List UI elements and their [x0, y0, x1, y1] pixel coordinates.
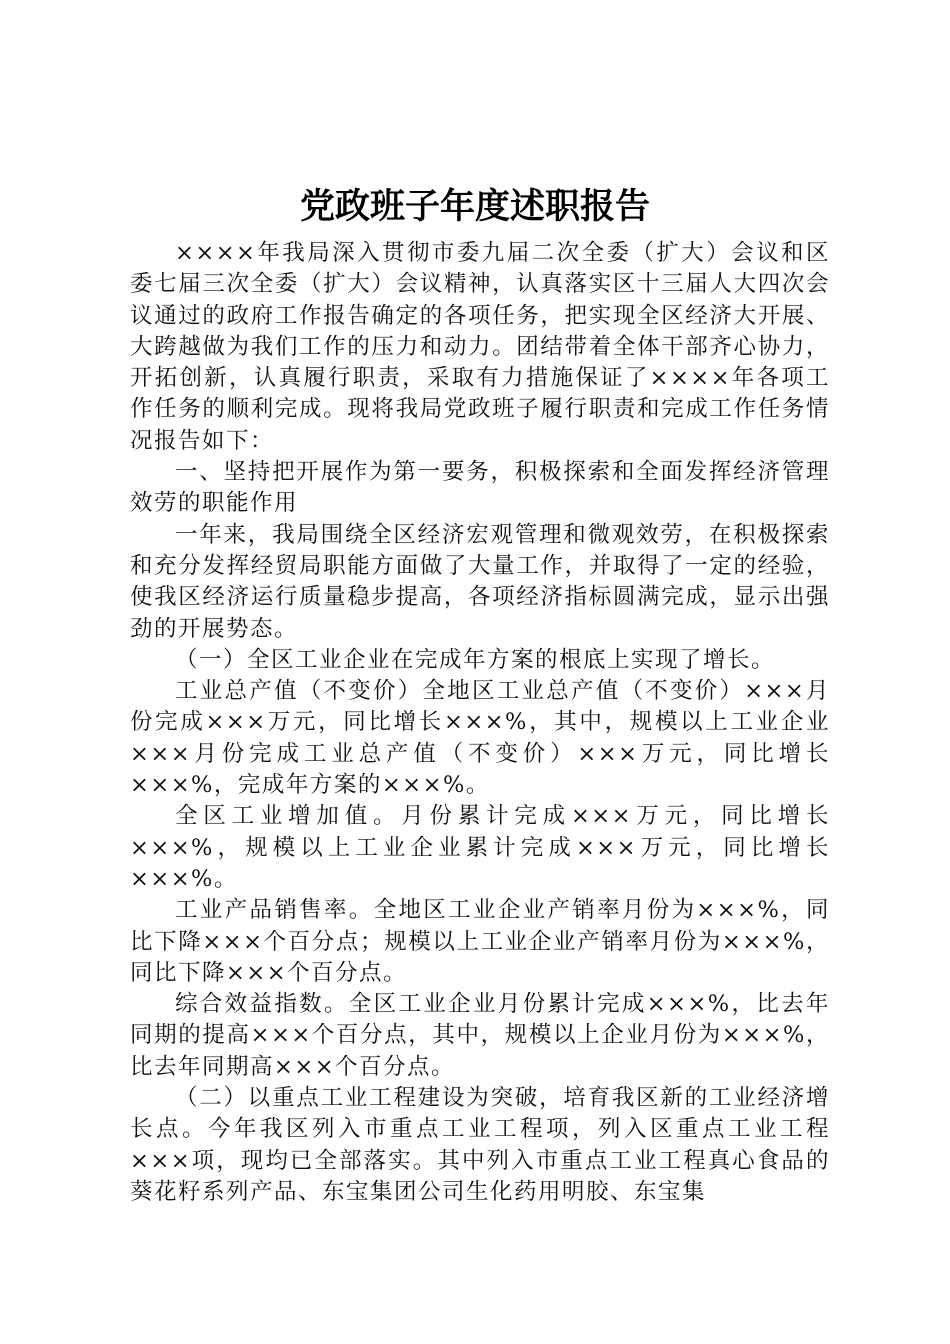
- document-title: 党政班子年度述职报告: [299, 186, 650, 227]
- subsection-heading-1: （一）全区工业企业在完成年方案的根底上实现了增长。: [175, 646, 776, 673]
- subsection-heading-2: （二）以重点工业工程建设为突破，培育我区新的工业经济增长点。今年我区列入市重点工业工程项，列入区重点工业工程×××项，现均已全部落实。其中列入市重点工业工程真心食品的葵花籽系列产品、东宝集团公司生化药用明胶、东宝集: [130, 1085, 830, 1205]
- paragraph-efficiency-index: 综合效益指数。全区工业企业月份累计完成×××%，比去年同期的提高×××个百分点，其中，规模以上企业月份为×××%，比去年同期高×××个百分点。: [130, 991, 830, 1080]
- paragraph-overview: 一年来，我局围绕全区经济宏观管理和微观效劳，在积极探索和充分发挥经贸局职能方面做了大量工作，并取得了一定的经验，使我区经济运行质量稳步提高，各项经济指标圆满完成，显示出强劲的开展势态。: [130, 521, 830, 642]
- paragraph-added-value: 全区工业增加值。月份累计完成×××万元，同比增长×××%，规模以上工业企业累计完成×××万元，同比增长×××%。: [130, 803, 830, 892]
- paragraph-sales-rate: 工业产品销售率。全地区工业企业产销率月份为×××%，同比下降×××个百分点；规模以上工业企业产销率月份为×××%，同比下降×××个百分点。: [130, 897, 830, 986]
- paragraph-output-value: 工业总产值（不变价）全地区工业总产值（不变价）×××月份完成×××万元，同比增长×××%，其中，规模以上工业企业×××月份完成工业总产值（不变价）×××万元，同比增长×××%，完成年方案的×××%。: [130, 678, 830, 799]
- document-body: [130, 238, 830, 1208]
- section-heading-1: 一、坚持把开展作为第一要务，积极探索和全面发挥经济管理效劳的职能作用: [130, 459, 830, 517]
- paragraph-intro: ××××年我局深入贯彻市委九届二次全委（扩大）会议和区委七届三次全委（扩大）会议精神，认真落实区十三届人大四次会议通过的政府工作报告确定的各项任务，把实现全区经济大开展、大跨越做为我们工作的压力和动力。团结带着全体干部齐心协力，开拓创新，认真履行职责，采取有力措施保证了××××年各项工作任务的顺利完成。现将我局党政班子履行职责和完成工作任务情况报告如下：: [130, 240, 830, 454]
